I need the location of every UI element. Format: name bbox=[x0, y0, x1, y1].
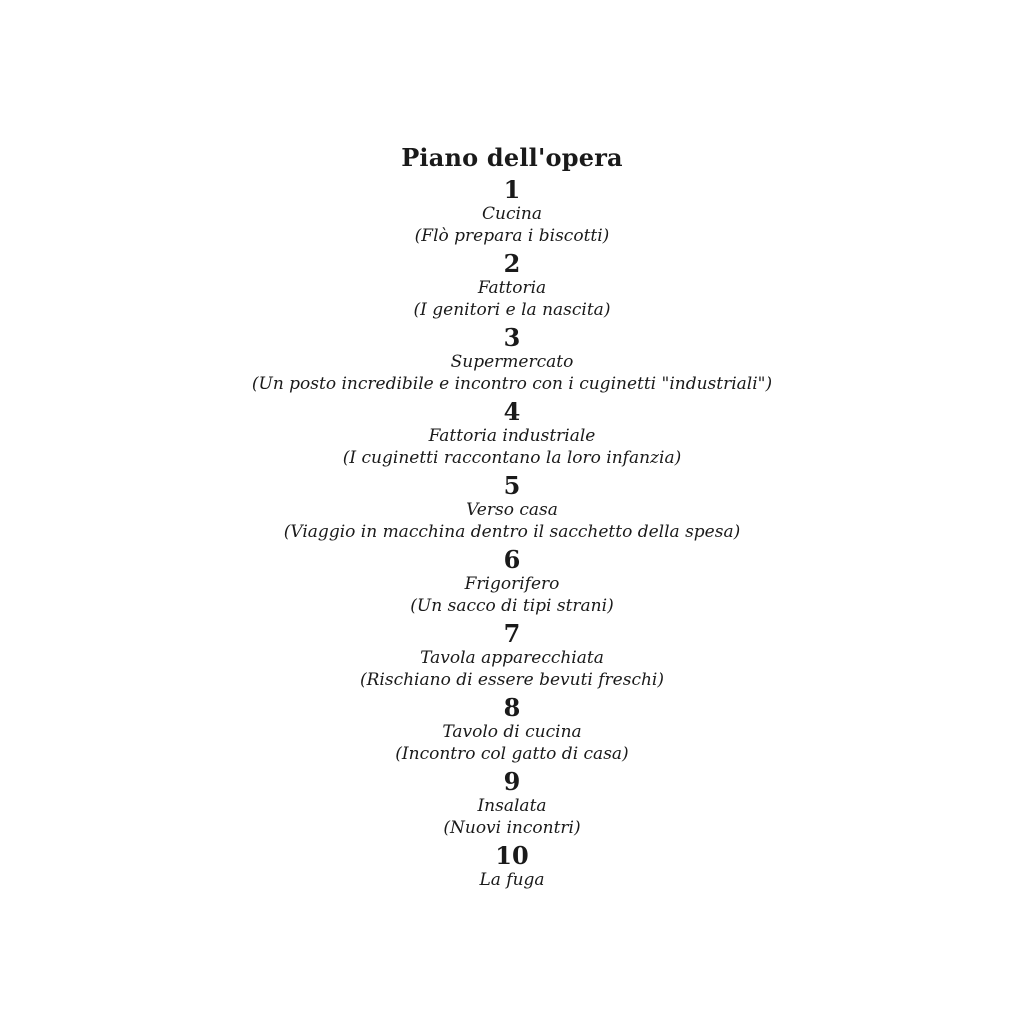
chapter-description: (Un sacco di tipi strani) bbox=[410, 596, 614, 616]
chapter-description: (Flò prepara i biscotti) bbox=[414, 226, 610, 246]
chapter-number: 6 bbox=[503, 545, 521, 574]
chapter-entry bbox=[0, 399, 1024, 469]
chapter-name: Tavolo di cucina bbox=[442, 722, 582, 742]
chapter-entry bbox=[0, 621, 1024, 691]
chapter-number: 7 bbox=[503, 619, 521, 648]
chapter-number: 5 bbox=[503, 471, 521, 500]
chapter-description: (Viaggio in macchina dentro il sacchetto della spesa) bbox=[283, 522, 741, 542]
chapter-number: 4 bbox=[503, 397, 521, 426]
chapter-name: Verso casa bbox=[466, 500, 558, 520]
chapter-name: Fattoria bbox=[477, 278, 547, 298]
chapter-number: 3 bbox=[503, 323, 521, 352]
chapter-description: (Nuovi incontri) bbox=[443, 818, 581, 838]
chapter-entry bbox=[0, 473, 1024, 543]
chapter-entry bbox=[0, 251, 1024, 321]
chapter-entry bbox=[0, 547, 1024, 617]
chapter-description: (I cuginetti raccontano la loro infanzia) bbox=[342, 448, 682, 468]
chapter-name: La fuga bbox=[479, 870, 545, 890]
chapter-number: 8 bbox=[503, 693, 521, 722]
chapter-name: Fattoria industriale bbox=[428, 426, 596, 446]
chapter-entry bbox=[0, 695, 1024, 765]
chapter-description: (I genitori e la nascita) bbox=[413, 300, 611, 320]
chapter-name: Tavola apparecchiata bbox=[420, 648, 604, 668]
chapter-description: (Incontro col gatto di casa) bbox=[395, 744, 629, 764]
chapter-name: Cucina bbox=[482, 204, 542, 224]
chapter-entry bbox=[0, 769, 1024, 839]
table-of-contents bbox=[0, 143, 1024, 895]
chapter-description: (Un posto incredibile e incontro con i cuginetti "industriali") bbox=[251, 374, 773, 394]
chapter-description: (Rischiano di essere bevuti freschi) bbox=[359, 670, 665, 690]
chapter-number: 1 bbox=[503, 175, 521, 204]
chapter-name: Supermercato bbox=[450, 352, 574, 372]
chapter-number: 9 bbox=[503, 767, 521, 796]
chapter-entry bbox=[0, 177, 1024, 247]
chapter-entry bbox=[0, 843, 1024, 891]
chapter-entry bbox=[0, 325, 1024, 395]
chapter-number: 2 bbox=[503, 249, 521, 278]
page-title: Piano dell'opera bbox=[401, 143, 623, 172]
chapter-name: Frigorifero bbox=[464, 574, 560, 594]
chapter-number: 10 bbox=[495, 841, 529, 870]
chapter-name: Insalata bbox=[477, 796, 547, 816]
